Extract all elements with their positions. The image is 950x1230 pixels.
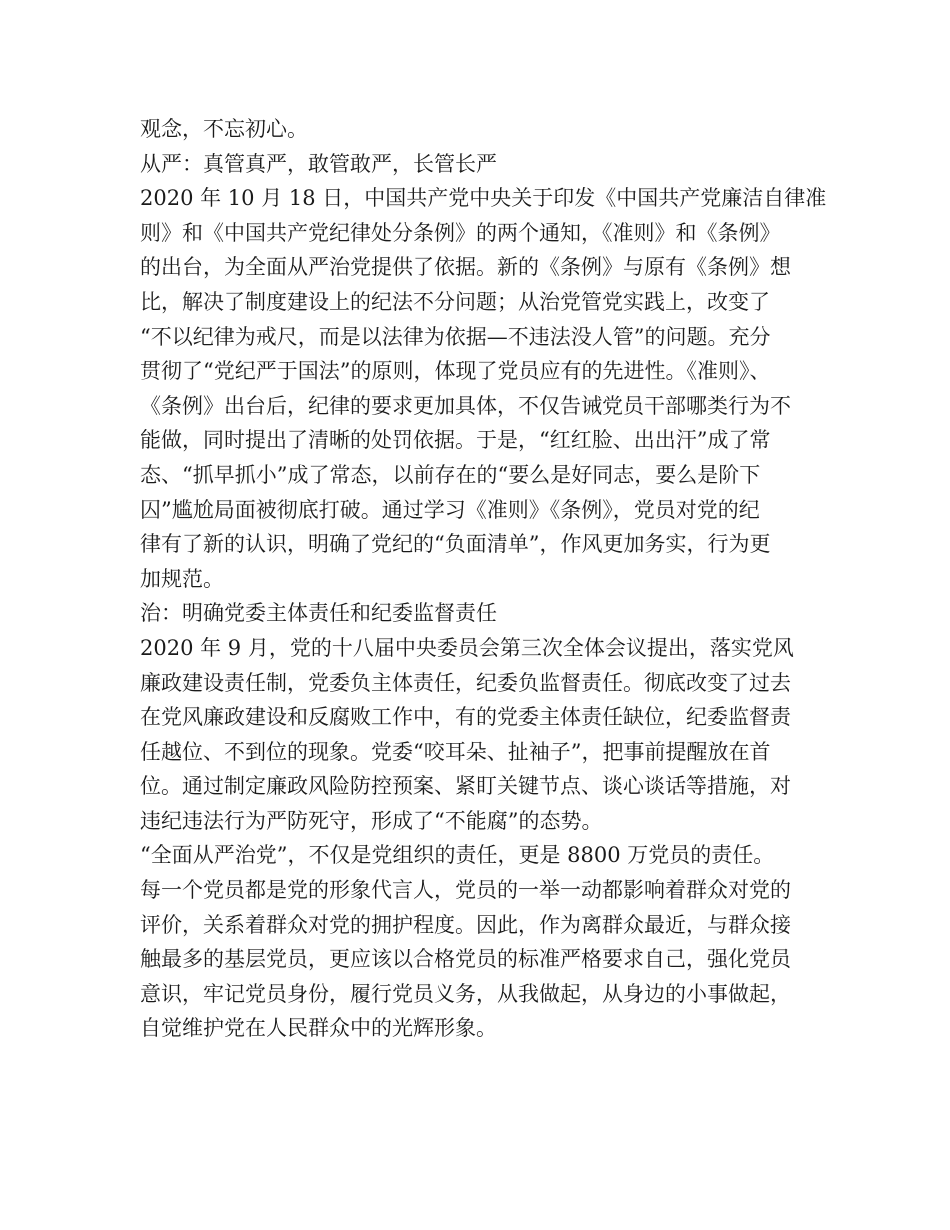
text-line: 廉政建设责任制，党委负主体责任，纪委负监督责任。彻底改变了过去 [140, 670, 791, 695]
text-line: 律有了新的认识，明确了党纪的“负面清单”，作风更加务实，行为更 [140, 532, 771, 557]
section-heading: 治：明确党委主体责任和纪委监督责任 [140, 601, 497, 626]
text-line: 违纪违法行为严防死守，形成了“不能腐”的态势。 [140, 808, 603, 833]
document-body [140, 112, 827, 1046]
text-line: 2020 年 9 月，党的十八届中央委员会第三次全体会议提出，落实党风 [140, 635, 794, 660]
text-line: 观念，不忘初心。 [140, 117, 308, 141]
text-line: 自觉维护党在人民群众中的光辉形象。 [140, 1016, 497, 1041]
text-line: “全面从严治党”，不仅是党组织的责任，更是 8800 万党员的责任。 [140, 843, 775, 868]
text-line: 贯彻了“党纪严于国法”的原则，体现了党员应有的先进性。《准则》、 [140, 359, 771, 384]
text-line: 能做，同时提出了清晰的处罚依据。于是，“红红脸、出出汗”成了常 [140, 428, 771, 453]
text-line: 2020 年 10 月 18 日，中国共产党中央关于印发《中国共产党廉洁自律准 [140, 186, 827, 211]
text-line: 在党风廉政建设和反腐败工作中，有的党委主体责任缺位，纪委监督责 [140, 705, 791, 730]
text-line: 比，解决了制度建设上的纪法不分问题；从治党管党实践上，改变了 [140, 289, 770, 314]
section-heading: 从严：真管真严，敢管敢严，长管长严 [140, 151, 497, 176]
text-line: 则》和《中国共产党纪律处分条例》的两个通知，《准则》和《条例》 [140, 220, 781, 245]
text-line: 每一个党员都是党的形象代言人，党员的一举一动都影响着群众对党的 [140, 878, 791, 903]
text-line: 《条例》出台后，纪律的要求更加具体，不仅告诫党员干部哪类行为不 [140, 393, 791, 418]
text-line: 任越位、不到位的现象。党委“咬耳朵、扯袖子”，把事前提醒放在首 [140, 739, 771, 764]
text-line: “不以纪律为戒尺，而是以法律为依据—不违法没人管”的问题。充分 [140, 324, 771, 349]
text-line: 意识，牢记党员身份，履行党员义务，从我做起，从身边的小事做起， [140, 981, 791, 1006]
text-line: 囚”尴尬局面被彻底打破。通过学习《准则》《条例》，党员对党的纪 [140, 497, 760, 522]
text-line: 加规范。 [140, 566, 224, 591]
text-line: 态、“抓早抓小”成了常态，以前存在的“要么是好同志，要么是阶下 [140, 462, 761, 487]
text-line: 位。通过制定廉政风险防控预案、紧盯关键节点、谈心谈话等措施，对 [140, 774, 791, 799]
text-line: 评价，关系着群众对党的拥护程度。因此，作为离群众最近，与群众接 [140, 912, 791, 937]
text-line: 触最多的基层党员，更应该以合格党员的标准严格要求自己，强化党员 [140, 947, 791, 972]
text-line: 的出台，为全面从严治党提供了依据。新的《条例》与原有《条例》想 [140, 255, 791, 280]
